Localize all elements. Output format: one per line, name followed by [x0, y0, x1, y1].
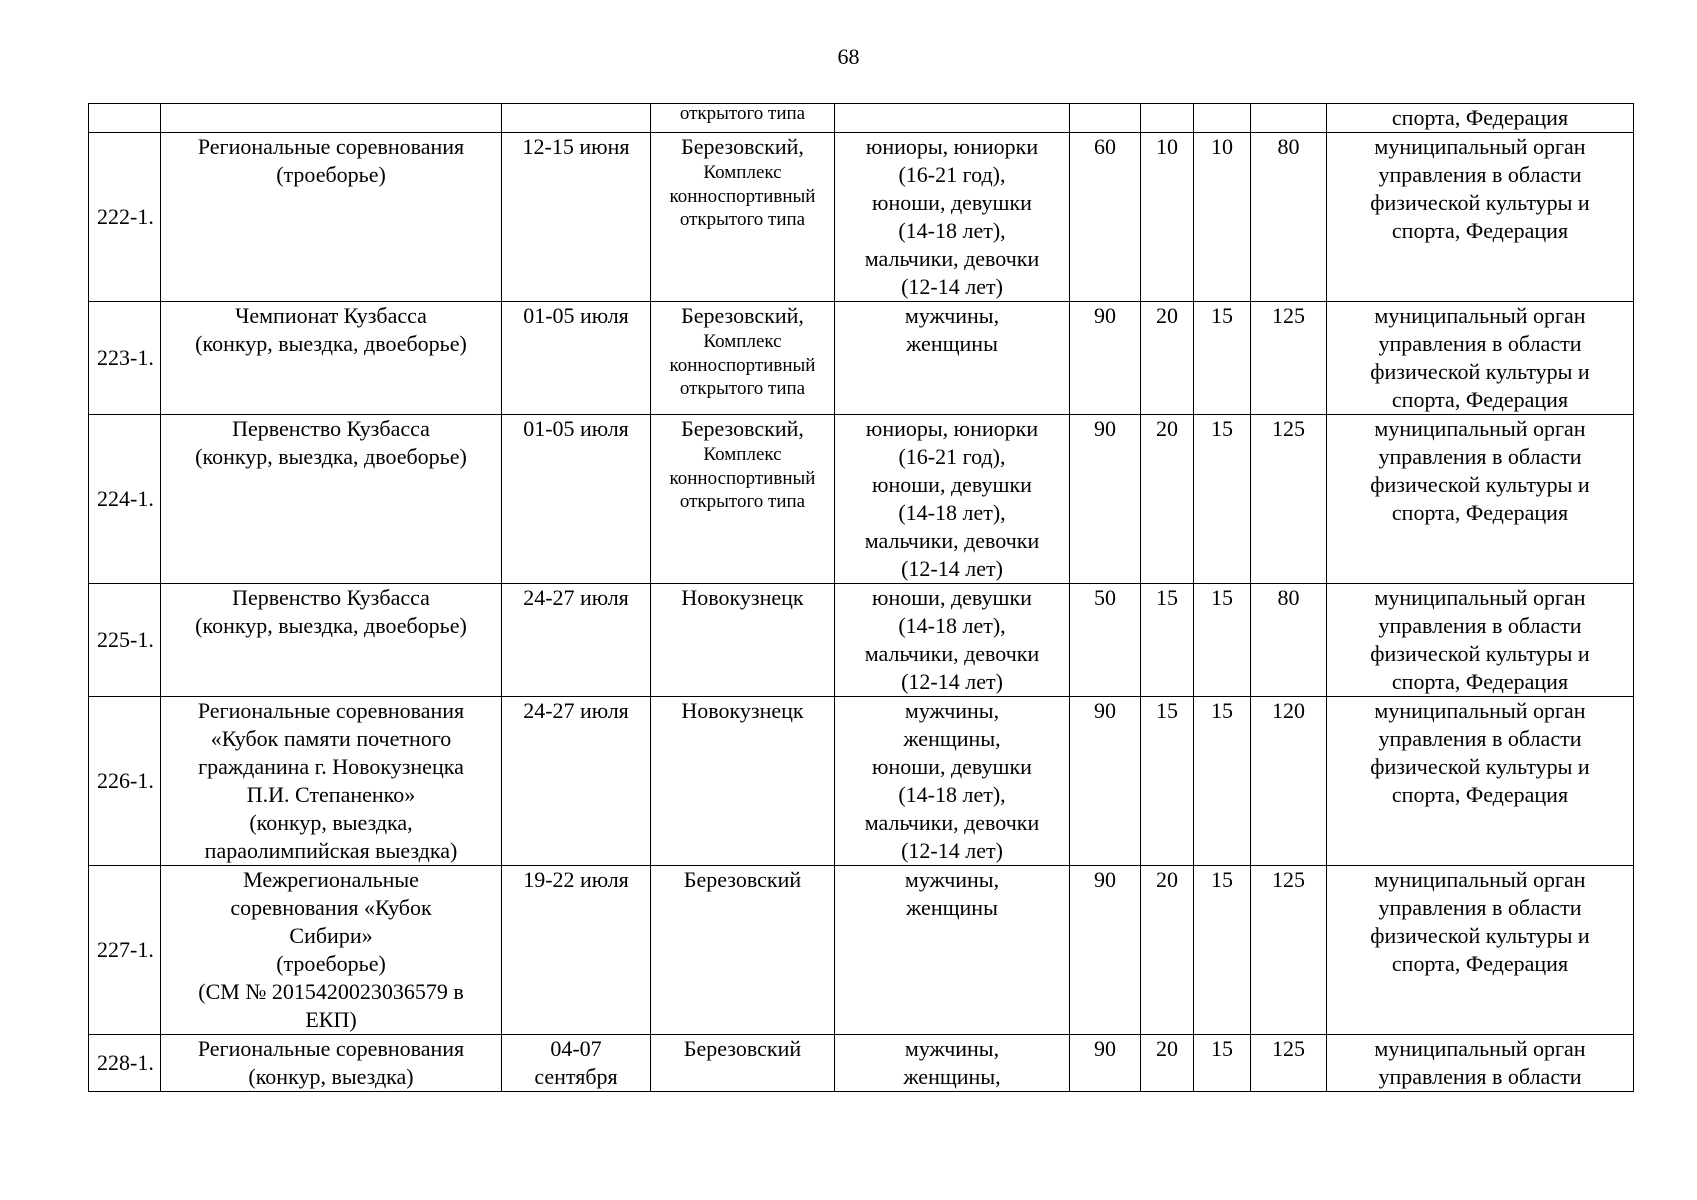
participants: юноши, девушки (14-18 лет), мальчики, девочки (12-14 лет)	[835, 584, 1070, 697]
venue-cell	[651, 584, 835, 697]
venue-cell	[651, 866, 835, 1035]
event-date: 12-15 июня	[502, 133, 651, 302]
count-2: 20	[1141, 415, 1194, 584]
table-row	[89, 1035, 1634, 1092]
venue-city: Новокузнецк	[681, 585, 804, 610]
venue-city: Березовский,	[681, 134, 804, 159]
table-row	[89, 133, 1634, 302]
event-name: Чемпионат Кузбасса (конкур, выездка, двоеборье)	[161, 302, 502, 415]
events-table	[88, 103, 1634, 1092]
count-cell	[1141, 104, 1194, 133]
event-name: Региональные соревнования «Кубок памяти почетного гражданина г. Новокузнецка П.И. Степаненко» (конкур, выездка, параолимпийская выездка)	[161, 697, 502, 866]
organizer: муниципальный орган управления в области физической культуры и спорта, Федерация	[1327, 133, 1634, 302]
venue-cell	[651, 104, 835, 133]
venue-cell	[651, 697, 835, 866]
count-3: 15	[1194, 584, 1251, 697]
count-2: 20	[1141, 1035, 1194, 1092]
date-cell	[502, 104, 651, 133]
count-cell	[1194, 104, 1251, 133]
venue-city: Березовский	[683, 1036, 802, 1061]
count-1: 90	[1070, 697, 1141, 866]
organizer: муниципальный орган управления в области физической культуры и спорта, Федерация	[1327, 302, 1634, 415]
participants: мужчины, женщины	[835, 302, 1070, 415]
venue-detail: Комплекс конноспортивный открытого типа	[669, 162, 816, 230]
table-row	[89, 584, 1634, 697]
count-2: 20	[1141, 866, 1194, 1035]
count-2: 20	[1141, 302, 1194, 415]
count-3: 15	[1194, 415, 1251, 584]
event-name: Региональные соревнования (конкур, выездка)	[161, 1035, 502, 1092]
event-date: 04-07 сентября	[502, 1035, 651, 1092]
count-1: 90	[1070, 415, 1141, 584]
venue-cell	[651, 133, 835, 302]
venue-city: Березовский,	[681, 303, 804, 328]
organizer: муниципальный орган управления в области физической культуры и спорта, Федерация	[1327, 415, 1634, 584]
table-row	[89, 697, 1634, 866]
count-cell	[1070, 104, 1141, 133]
venue-cell	[651, 415, 835, 584]
venue-detail: Комплекс конноспортивный открытого типа	[669, 444, 816, 512]
event-date: 19-22 июля	[502, 866, 651, 1035]
participants: мужчины, женщины, юноши, девушки (14-18 лет), мальчики, девочки (12-14 лет)	[835, 697, 1070, 866]
row-number: 226-1.	[89, 697, 161, 866]
participants-cell	[835, 104, 1070, 133]
row-number: 227-1.	[89, 866, 161, 1035]
row-number: 228-1.	[89, 1035, 161, 1092]
count-1: 90	[1070, 866, 1141, 1035]
count-total: 125	[1251, 866, 1327, 1035]
number-cell	[89, 104, 161, 133]
table-row	[89, 866, 1634, 1035]
table-row	[89, 302, 1634, 415]
venue-detail: Комплекс конноспортивный открытого типа	[669, 331, 816, 399]
count-total: 125	[1251, 1035, 1327, 1092]
page-number: 68	[837, 44, 860, 69]
row-number: 224-1.	[89, 415, 161, 584]
continuation-row	[89, 104, 1634, 133]
event-name: Региональные соревнования (троеборье)	[161, 133, 502, 302]
participants: юниоры, юниорки (16-21 год), юноши, девушки (14-18 лет), мальчики, девочки (12-14 лет)	[835, 133, 1070, 302]
organizer-cell: спорта, Федерация	[1327, 104, 1634, 133]
event-date: 24-27 июля	[502, 584, 651, 697]
participants: юниоры, юниорки (16-21 год), юноши, девушки (14-18 лет), мальчики, девочки (12-14 лет)	[835, 415, 1070, 584]
event-name: Первенство Кузбасса (конкур, выездка, двоеборье)	[161, 415, 502, 584]
count-3: 15	[1194, 302, 1251, 415]
venue-city: Березовский	[683, 867, 802, 892]
count-3: 15	[1194, 866, 1251, 1035]
participants: мужчины, женщины	[835, 866, 1070, 1035]
venue-city: Березовский,	[681, 416, 804, 441]
count-2: 10	[1141, 133, 1194, 302]
event-cell	[161, 104, 502, 133]
row-number: 225-1.	[89, 584, 161, 697]
participants: мужчины, женщины,	[835, 1035, 1070, 1092]
row-number: 223-1.	[89, 302, 161, 415]
count-2: 15	[1141, 584, 1194, 697]
event-name: Первенство Кузбасса (конкур, выездка, двоеборье)	[161, 584, 502, 697]
event-name: Межрегиональные соревнования «Кубок Сибири» (троеборье) (СМ № 2015420023036579 в ЕКП)	[161, 866, 502, 1035]
count-1: 90	[1070, 1035, 1141, 1092]
venue-detail: открытого типа	[679, 103, 806, 124]
count-2: 15	[1141, 697, 1194, 866]
count-3: 15	[1194, 1035, 1251, 1092]
organizer: муниципальный орган управления в области физической культуры и спорта, Федерация	[1327, 697, 1634, 866]
venue-cell	[651, 302, 835, 415]
organizer: муниципальный орган управления в области физической культуры и спорта, Федерация	[1327, 584, 1634, 697]
count-3: 15	[1194, 697, 1251, 866]
count-total: 120	[1251, 697, 1327, 866]
table-row	[89, 415, 1634, 584]
count-1: 90	[1070, 302, 1141, 415]
count-1: 50	[1070, 584, 1141, 697]
row-number: 222-1.	[89, 133, 161, 302]
count-total: 125	[1251, 415, 1327, 584]
venue-city: Новокузнецк	[681, 698, 804, 723]
count-total: 80	[1251, 133, 1327, 302]
count-1: 60	[1070, 133, 1141, 302]
count-3: 10	[1194, 133, 1251, 302]
event-date: 01-05 июля	[502, 415, 651, 584]
total-cell	[1251, 104, 1327, 133]
event-date: 01-05 июля	[502, 302, 651, 415]
organizer: муниципальный орган управления в области физической культуры и спорта, Федерация	[1327, 866, 1634, 1035]
event-date: 24-27 июля	[502, 697, 651, 866]
count-total: 125	[1251, 302, 1327, 415]
venue-cell	[651, 1035, 835, 1092]
count-total: 80	[1251, 584, 1327, 697]
organizer: муниципальный орган управления в области	[1327, 1035, 1634, 1092]
